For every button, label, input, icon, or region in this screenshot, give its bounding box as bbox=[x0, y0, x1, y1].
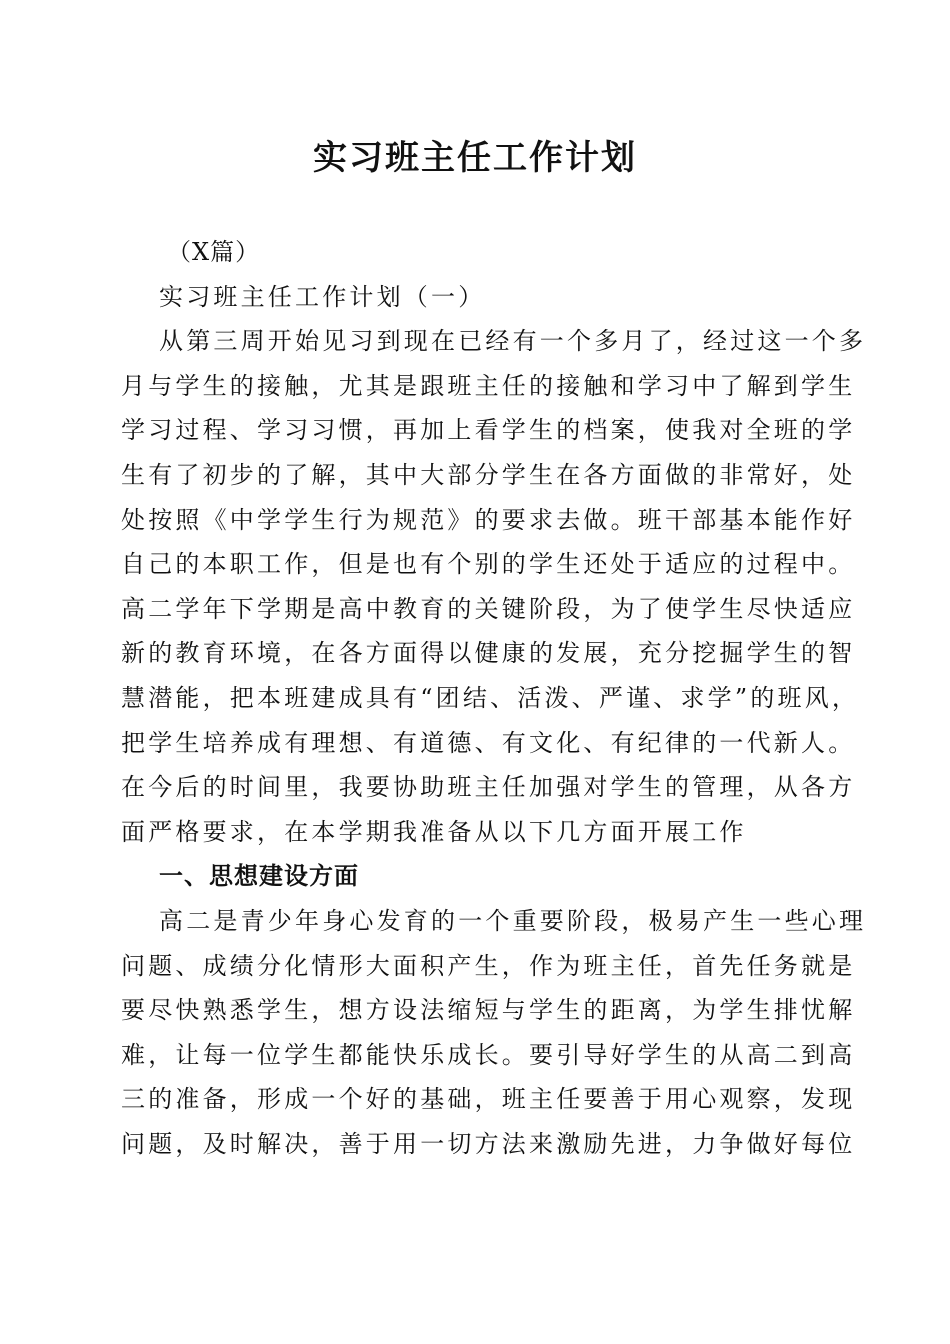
document-body bbox=[121, 230, 867, 1166]
paragraph-line: 月与学生的接触，尤其是跟班主任的接触和学习中了解到学生 bbox=[121, 371, 856, 400]
paragraph-line: 自己的本职工作，但是也有个别的学生还处于适应的过程中。 bbox=[121, 550, 856, 579]
paragraph-line: 学习过程、学习习惯，再加上看学生的档案，使我对全班的学 bbox=[121, 416, 856, 445]
section-heading: 一、思想建设方面 bbox=[159, 862, 359, 891]
paragraph-line: 生有了初步的了解，其中大部分学生在各方面做的非常好，处 bbox=[121, 460, 856, 489]
paragraph-line: 在今后的时间里，我要协助班主任加强对学生的管理，从各方 bbox=[121, 773, 856, 802]
paragraph-line: 从第三周开始见习到现在已经有一个多月了，经过这一个多 bbox=[159, 327, 867, 356]
paragraph-line: 面严格要求，在本学期我准备从以下几方面开展工作 bbox=[121, 817, 747, 846]
paragraph-line: 高二学年下学期是高中教育的关键阶段，为了使学生尽快适应 bbox=[121, 594, 856, 623]
subtitle-line: 实习班主任工作计划（一） bbox=[159, 282, 486, 311]
paragraph-line: 慧潜能，把本班建成具有“团结、活泼、严谨、求学”的班风， bbox=[121, 683, 860, 712]
paragraph-line: 三的准备，形成一个好的基础，班主任要善于用心观察，发现 bbox=[121, 1085, 856, 1114]
paragraph-line: 难，让每一位学生都能快乐成长。要引导好学生的从高二到高 bbox=[121, 1040, 856, 1069]
paragraph-line: 要尽快熟悉学生，想方设法缩短与学生的距离，为学生排忧解 bbox=[121, 996, 856, 1025]
paragraph-line: 处按照《中学学生行为规范》的要求去做。班干部基本能作好 bbox=[121, 505, 856, 534]
text-line bbox=[121, 230, 831, 275]
paragraph-line: 新的教育环境，在各方面得以健康的发展，充分挖掘学生的智 bbox=[121, 639, 856, 668]
paragraph-line: 问题，及时解决，善于用一切方法来激励先进，力争做好每位 bbox=[121, 1129, 856, 1158]
paragraph-line: 把学生培养成有理想、有道德、有文化、有纪律的一代新人。 bbox=[121, 728, 856, 757]
section-count-note: （X篇） bbox=[167, 238, 261, 266]
paragraph-line: 高二是青少年身心发育的一个重要阶段，极易产生一些心理 bbox=[159, 906, 867, 935]
paragraph-line: 问题、成绩分化情形大面积产生，作为班主任，首先任务就是 bbox=[121, 951, 856, 980]
document-title: 实习班主任工作计划 bbox=[313, 138, 637, 178]
